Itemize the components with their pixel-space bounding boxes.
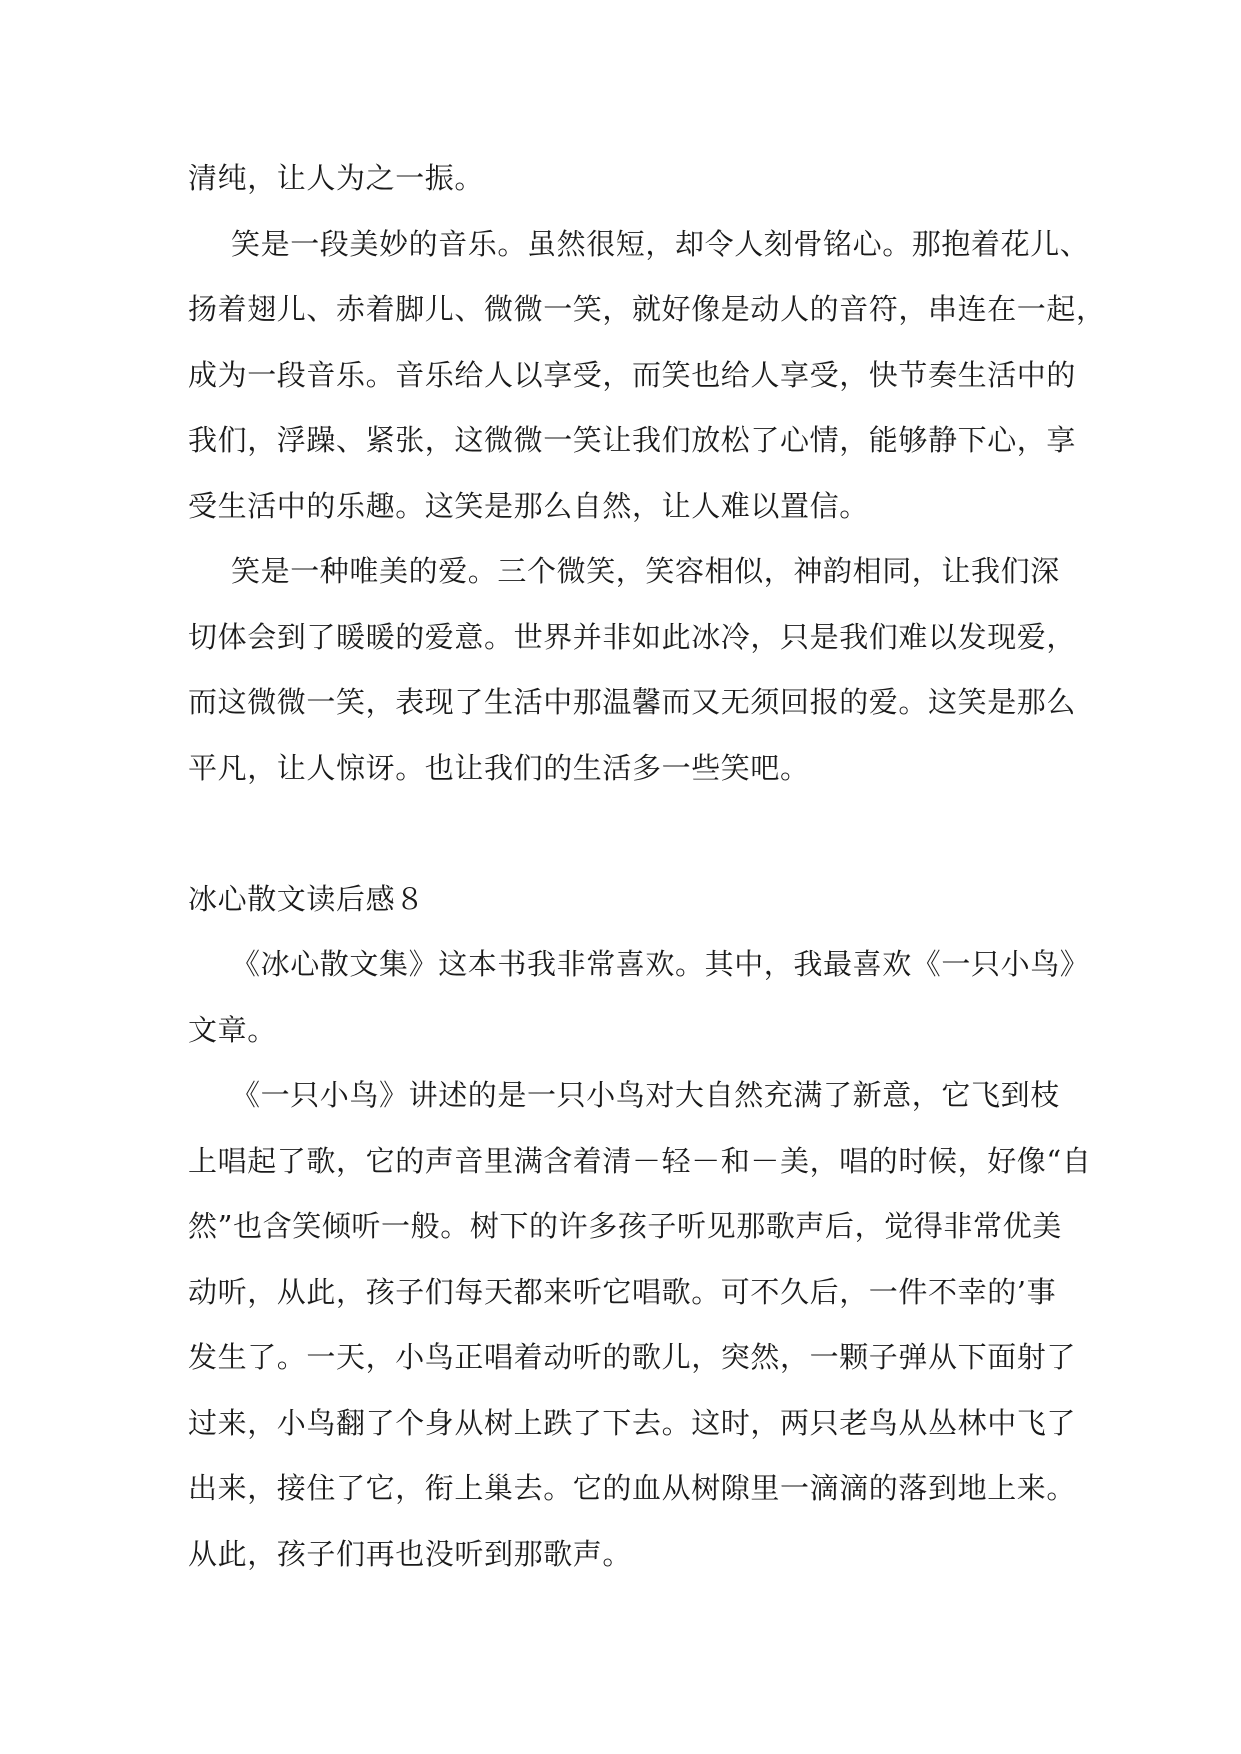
paragraph-line: 清纯，让人为之一振。 bbox=[188, 161, 485, 195]
paragraph-line: 扬着翅儿、赤着脚儿、微微一笑，就好像是动人的音符，串连在一起， bbox=[188, 292, 1106, 326]
paragraph-line: 《一只小鸟》讲述的是一只小鸟对大自然充满了新意，它飞到枝 bbox=[231, 1078, 1060, 1112]
paragraph-line: 笑是一段美妙的音乐。虽然很短，却令人刻骨铭心。那抱着花儿、 bbox=[231, 226, 1090, 261]
paragraph-line: 过来，小鸟翻了个身从树上跌了下去。这时，两只老鸟从丛林中飞了 bbox=[188, 1405, 1077, 1440]
paragraph-line: 然”也含笑倾听一般。树下的许多孩子听见那歌声后，觉得非常优美 bbox=[188, 1209, 1062, 1243]
paragraph-line: 文章。 bbox=[188, 1012, 277, 1047]
paragraph-line: 成为一段音乐。音乐给人以享受，而笑也给人享受，快节奏生活中的 bbox=[188, 357, 1077, 392]
paragraph-line: 受生活中的乐趣。这笑是那么自然，让人难以置信。 bbox=[188, 488, 869, 523]
paragraph-line: 而这微微一笑，表现了生活中那温馨而又无须回报的爱。这笑是那么 bbox=[188, 685, 1077, 719]
paragraph-line: 平凡，让人惊讶。也让我们的生活多一些笑吧。 bbox=[188, 750, 810, 785]
paragraph-line: 上唱起了歌，它的声音里满含着清－轻－和－美，唱的时候，好像“自 bbox=[188, 1143, 1092, 1178]
paragraph-line: 我们，浮躁、紧张，这微微一笑让我们放松了心情，能够静下心，享 bbox=[188, 423, 1077, 457]
paragraph-line: 出来，接住了它，衔上巢去。它的血从树隙里一滴滴的落到地上来。 bbox=[188, 1471, 1077, 1505]
blank-line bbox=[188, 813, 1068, 879]
paragraph-line: 发生了。一天，小鸟正唱着动听的歌儿，突然，一颗子弹从下面射了 bbox=[188, 1340, 1077, 1374]
paragraph-line: 切体会到了暖暖的爱意。世界并非如此冰冷，只是我们难以发现爱， bbox=[188, 619, 1077, 654]
document-body bbox=[188, 158, 1106, 1599]
section-heading: 冰心散文读后感８ bbox=[188, 881, 425, 916]
paragraph-line: 从此，孩子们再也没听到那歌声。 bbox=[188, 1536, 633, 1571]
paragraph-line: 《冰心散文集》这本书我非常喜欢。其中，我最喜欢《一只小鸟》 bbox=[231, 947, 1090, 981]
paragraph-line: 动听，从此，孩子们每天都来听它唱歌。可不久后，一件不幸的’事 bbox=[188, 1274, 1057, 1309]
paragraph-line: 笑是一种唯美的爱。三个微笑，笑容相似，神韵相同，让我们深 bbox=[231, 554, 1060, 588]
